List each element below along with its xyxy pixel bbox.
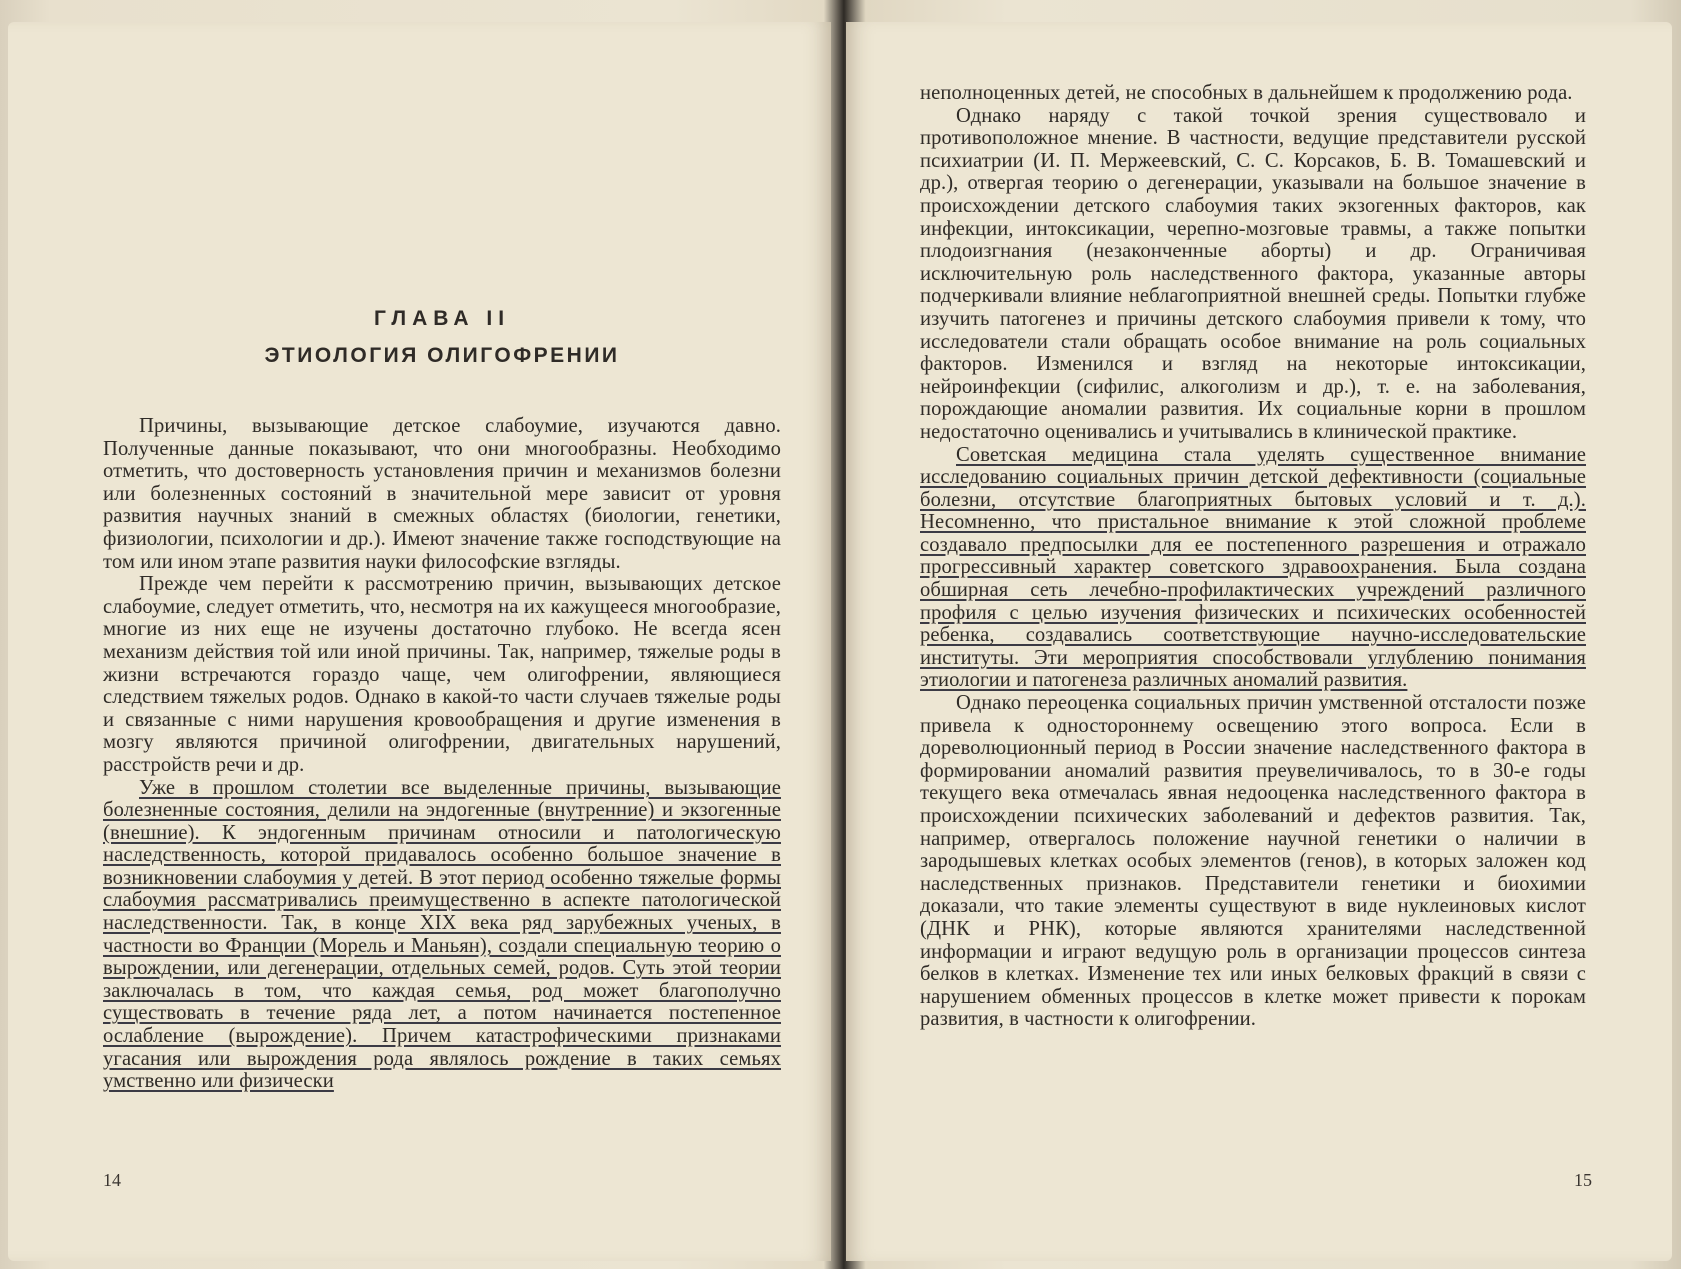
- left-page: [8, 22, 831, 1261]
- paragraph: Причины, вызывающие детское слабоумие, изучаются давно. Полученные данные показывают, что они многообразны. Необходимо отметить, что достоверность установления причин и механизмов болезни или болезненных состояний в значительной мере зависит от уровня развития научных знаний в смежных областях (биологии, генетики, физиологии, психологии и др.). Имеют значение также господствующие на том или ином этапе развития науки философские взгляды.: [103, 415, 781, 573]
- page-number: 15: [1574, 1170, 1592, 1190]
- paragraph: Однако наряду с такой точкой зрения существовало и противоположное мнение. В частности, ведущие представители русской психиатрии (И. П. Мержеевский, С. С. Корсаков, Б. В. Томашевский и др.), отвергая теорию о дегенерации, указывали на большое значение в происхождении детского слабоумия таких экзогенных факторов, как инфекции, интоксикации, черепно-мозговые травмы, а также попытки плодоизгнания (незаконченные аборты) и др. Ограничивая исключительную роль наследственного фактора, указанные авторы подчеркивали влияние неблагоприятной внешней среды. Попытки глубже изучить патогенез и причины детского слабоумия привели к тому, что исследователи стали обращать особое внимание на роль социальных факторов. Изменился и взгляд на некоторые интоксикации, нейроинфекции (сифилис, алкоголизм и др.), т. е. на заболевания, порождающие аномалии развития. Их социальные корни в прошлом недостаточно оценивались и учитывались в клинической практике.: [920, 104, 1586, 443]
- paragraph: неполноценных детей, не способных в дальнейшем к продолжению рода.: [920, 82, 1573, 104]
- chapter-title: ЭТИОЛОГИЯ ОЛИГОФРЕНИИ: [264, 344, 620, 367]
- left-page-text: [103, 415, 781, 1093]
- right-page-text: [920, 82, 1586, 1031]
- page-number: 14: [103, 1170, 121, 1190]
- chapter-label: ГЛАВА II: [373, 307, 511, 330]
- right-page: [846, 22, 1672, 1261]
- paragraph: Однако переоценка социальных причин умственной отсталости позже привела к одностороннему освещению этого вопроса. Если в дореволюционный период в России значение наследственного фактора в формировании аномалий развития преувеличивалось, то в 30-е годы текущего века отмечалась явная недооценка наследственного фактора в происхождении психических заболеваний и дефектов развития. Так, например, отвергалось положение научной генетики о наличии в зародышевых клетках особых элементов (генов), в которых заложен код наследственных признаков. Представители генетики и биохимии доказали, что такие элементы существуют в виде нуклеиновых кислот (ДНК и РНК), которые являются хранителями наследственной информации и играют ведущую роль в организации процессов синтеза белков в клетках. Изменение тех или иных белковых фракций в связи с нарушением обменных процессов в клетке может привести к порокам развития, в частности к олигофрении.: [920, 692, 1586, 1031]
- paragraph: Прежде чем перейти к рассмотрению причин, вызывающих детское слабоумие, следует отметить, что, несмотря на их кажущееся многообразие, многие из них еще не изучены достаточно глубоко. Не всегда ясен механизм действия той или иной причины. Так, например, тяжелые роды в жизни встречаются гораздо чаще, чем олигофрении, являющиеся следствием тяжелых родов. Однако в какой-то части случаев тяжелые роды и связанные с ними нарушения кровообращения и другие изменения в мозгу являются причиной олигофрении, двигательных нарушений, расстройств речи и др.: [103, 573, 781, 776]
- paragraph-underlined: Советская медицина стала уделять существенное внимание исследованию социальных причин детской дефективности (социальные болезни, отсутствие благоприятных бытовых условий и т. д.). Несомненно, что пристальное внимание к этой сложной проблеме создавало предпосылки для ее постепенного разрешения и отражало прогрессивный характер советского здравоохранения. Была создана обширная сеть лечебно-профилактических учреждений различного профиля с целью изучения физических и психических особенностей ребенка, создавались соответствующие научно-исследовательские институты. Эти мероприятия способствовали углублению понимания этиологии и патогенеза различных аномалий развития.: [920, 443, 1586, 692]
- paragraph-underlined: Уже в прошлом столетии все выделенные причины, вызывающие болезненные состояния, делили на эндогенные (внутренние) и экзогенные (внешние). К эндогенным причинам относили и патологическую наследственность, которой придавалось особенно большое значение в возникновении слабоумия у детей. В этот период особенно тяжелые формы слабоумия рассматривались преимущественно в аспекте патологической наследственности. Так, в конце XIX века ряд зарубежных ученых, в частности во Франции (Морель и Маньян), создали специальную теорию о вырождении, или дегенерации, отдельных семей, родов. Суть этой теории заключалась в том, что каждая семья, род может благополучно существовать в течение ряда лет, а потом начинается постепенное ослабление (вырождение). Причем катастрофическими признаками угасания или вырождения рода являлось рождение в таких семьях умственно или физически: [103, 776, 781, 1093]
